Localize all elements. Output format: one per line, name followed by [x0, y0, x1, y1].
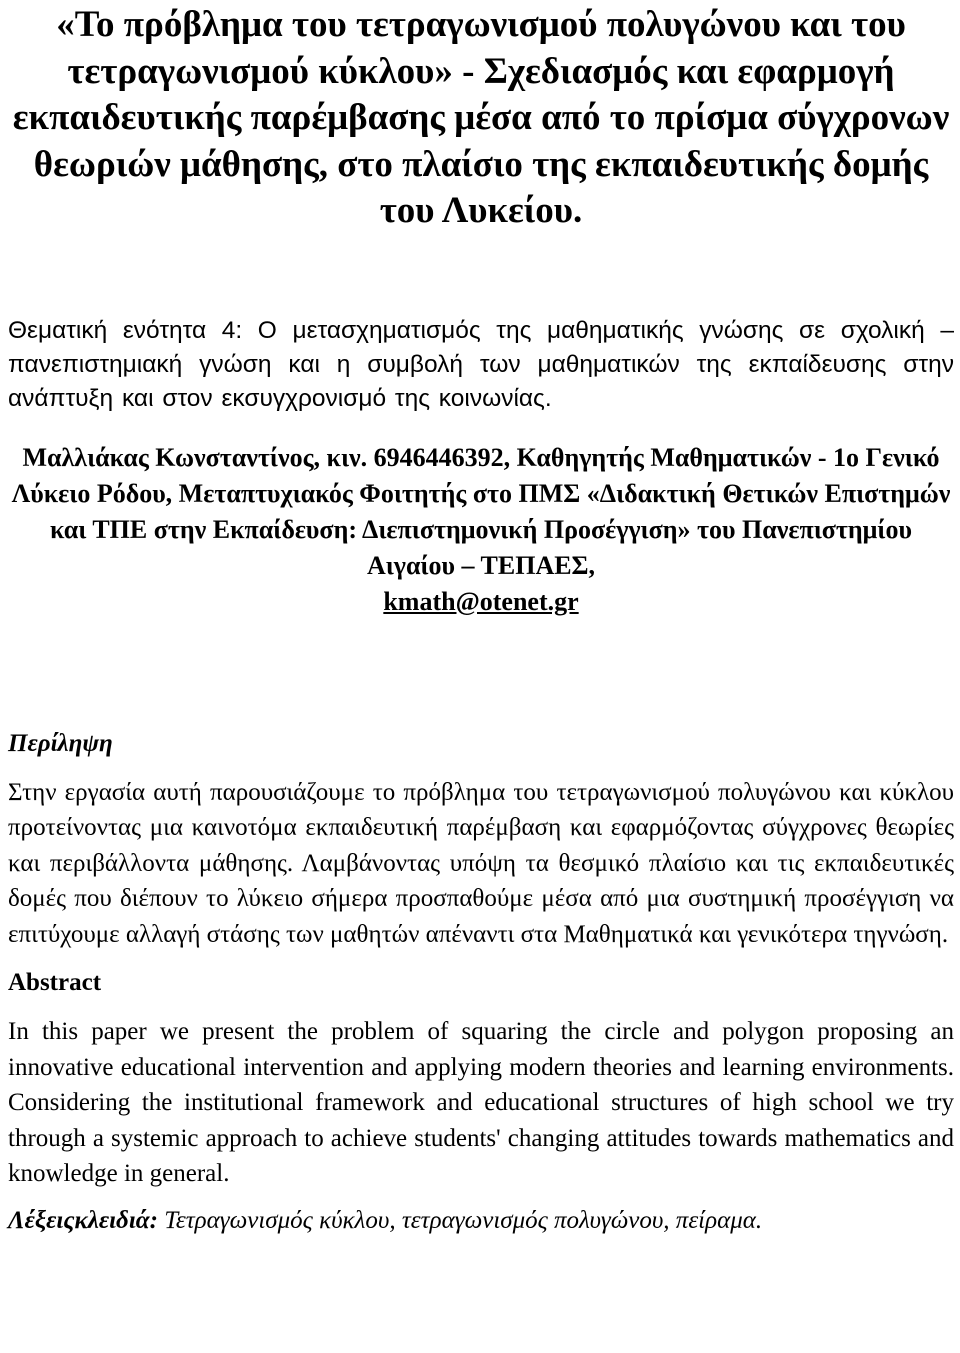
thematic-unit: Θεματική ενότητα 4: Ο μετασχηματισμός της μαθηματικής γνώσης σε σχολική – πανεπιστημιακή γνώση και η συμβολή των μαθηματικών της εκπαίδευσης στην ανάπτυξη και στον εκσυγχρονισμό της κοινωνίας. — [8, 316, 954, 412]
abstract-greek-heading: Περίληψη — [8, 729, 113, 757]
abstract-greek-text: Στην εργασία αυτή παρουσιάζουμε το πρόβλημα του τετραγωνισμού πολυγώνου και κύκλου προτείνοντας μια καινοτόμα εκπαιδευτική παρέμβαση και εφαρμόζοντας σύγχρονες θεωρίες και περιβάλλοντα μάθησης. Λαμβάνοντας υπόψη τα θεσμικό πλαίσιο και τις εκπαιδευτικές δομές που διέπουν το λύκειο σήμερα προσπαθούμε μέσα από μια συστημική προσέγγιση να επιτύχουμε αλλαγή στάσης των μαθητών απέναντι στα Μαθηματικά και γενικότερα τηγνώση. — [8, 778, 954, 948]
author-info: Μαλλιάκας Κωνσταντίνος, κιν. 6946446392, Καθηγητής Μαθηματικών - 1ο Γενικό Λύκειο Ρόδου, Μεταπτυχιακός Φοιτητής στο ΠΜΣ «Διδακτική Θετικών Επιστημών και ΤΠΕ στην Εκπαίδευση: Διεπιστημονική Προσέγγιση» του Πανεπιστημίου Αιγαίου – ΤΕΠΑΕΣ, — [11, 442, 951, 580]
abstract-english-heading: Abstract — [8, 969, 102, 996]
keywords — [8, 1204, 954, 1238]
keywords-label: Λέξειςκλειδιά: — [8, 1206, 158, 1234]
keywords-text: Τετραγωνισμός κύκλου, τετραγωνισμός πολυγώνου, πείραμα. — [157, 1206, 763, 1234]
author-block — [8, 440, 954, 620]
document-page — [8, 0, 954, 1238]
paper-title: «Το πρόβλημα του τετραγωνισμού πολυγώνου και του τετραγωνισμού κύκλου» - Σχεδιασμός και εφαρμογή εκπαιδευτικής παρέμβασης μέσα από το πρίσμα σύγχρονων θεωριών μάθησης, στο πλαίσιο της εκπαιδευτικής δομής του Λυκείου. — [12, 4, 950, 231]
abstract-english-text: In this paper we present the problem of squaring the circle and polygon proposing an innovative educational intervention and applying modern theories and learning environments. Considering the institutional framework and educational structures of high school we try through a systemic approach to achieve students' changing attitudes towards mathematics and knowledge in general. — [8, 1018, 954, 1187]
author-email-link[interactable]: kmath@otenet.gr — [383, 586, 579, 616]
